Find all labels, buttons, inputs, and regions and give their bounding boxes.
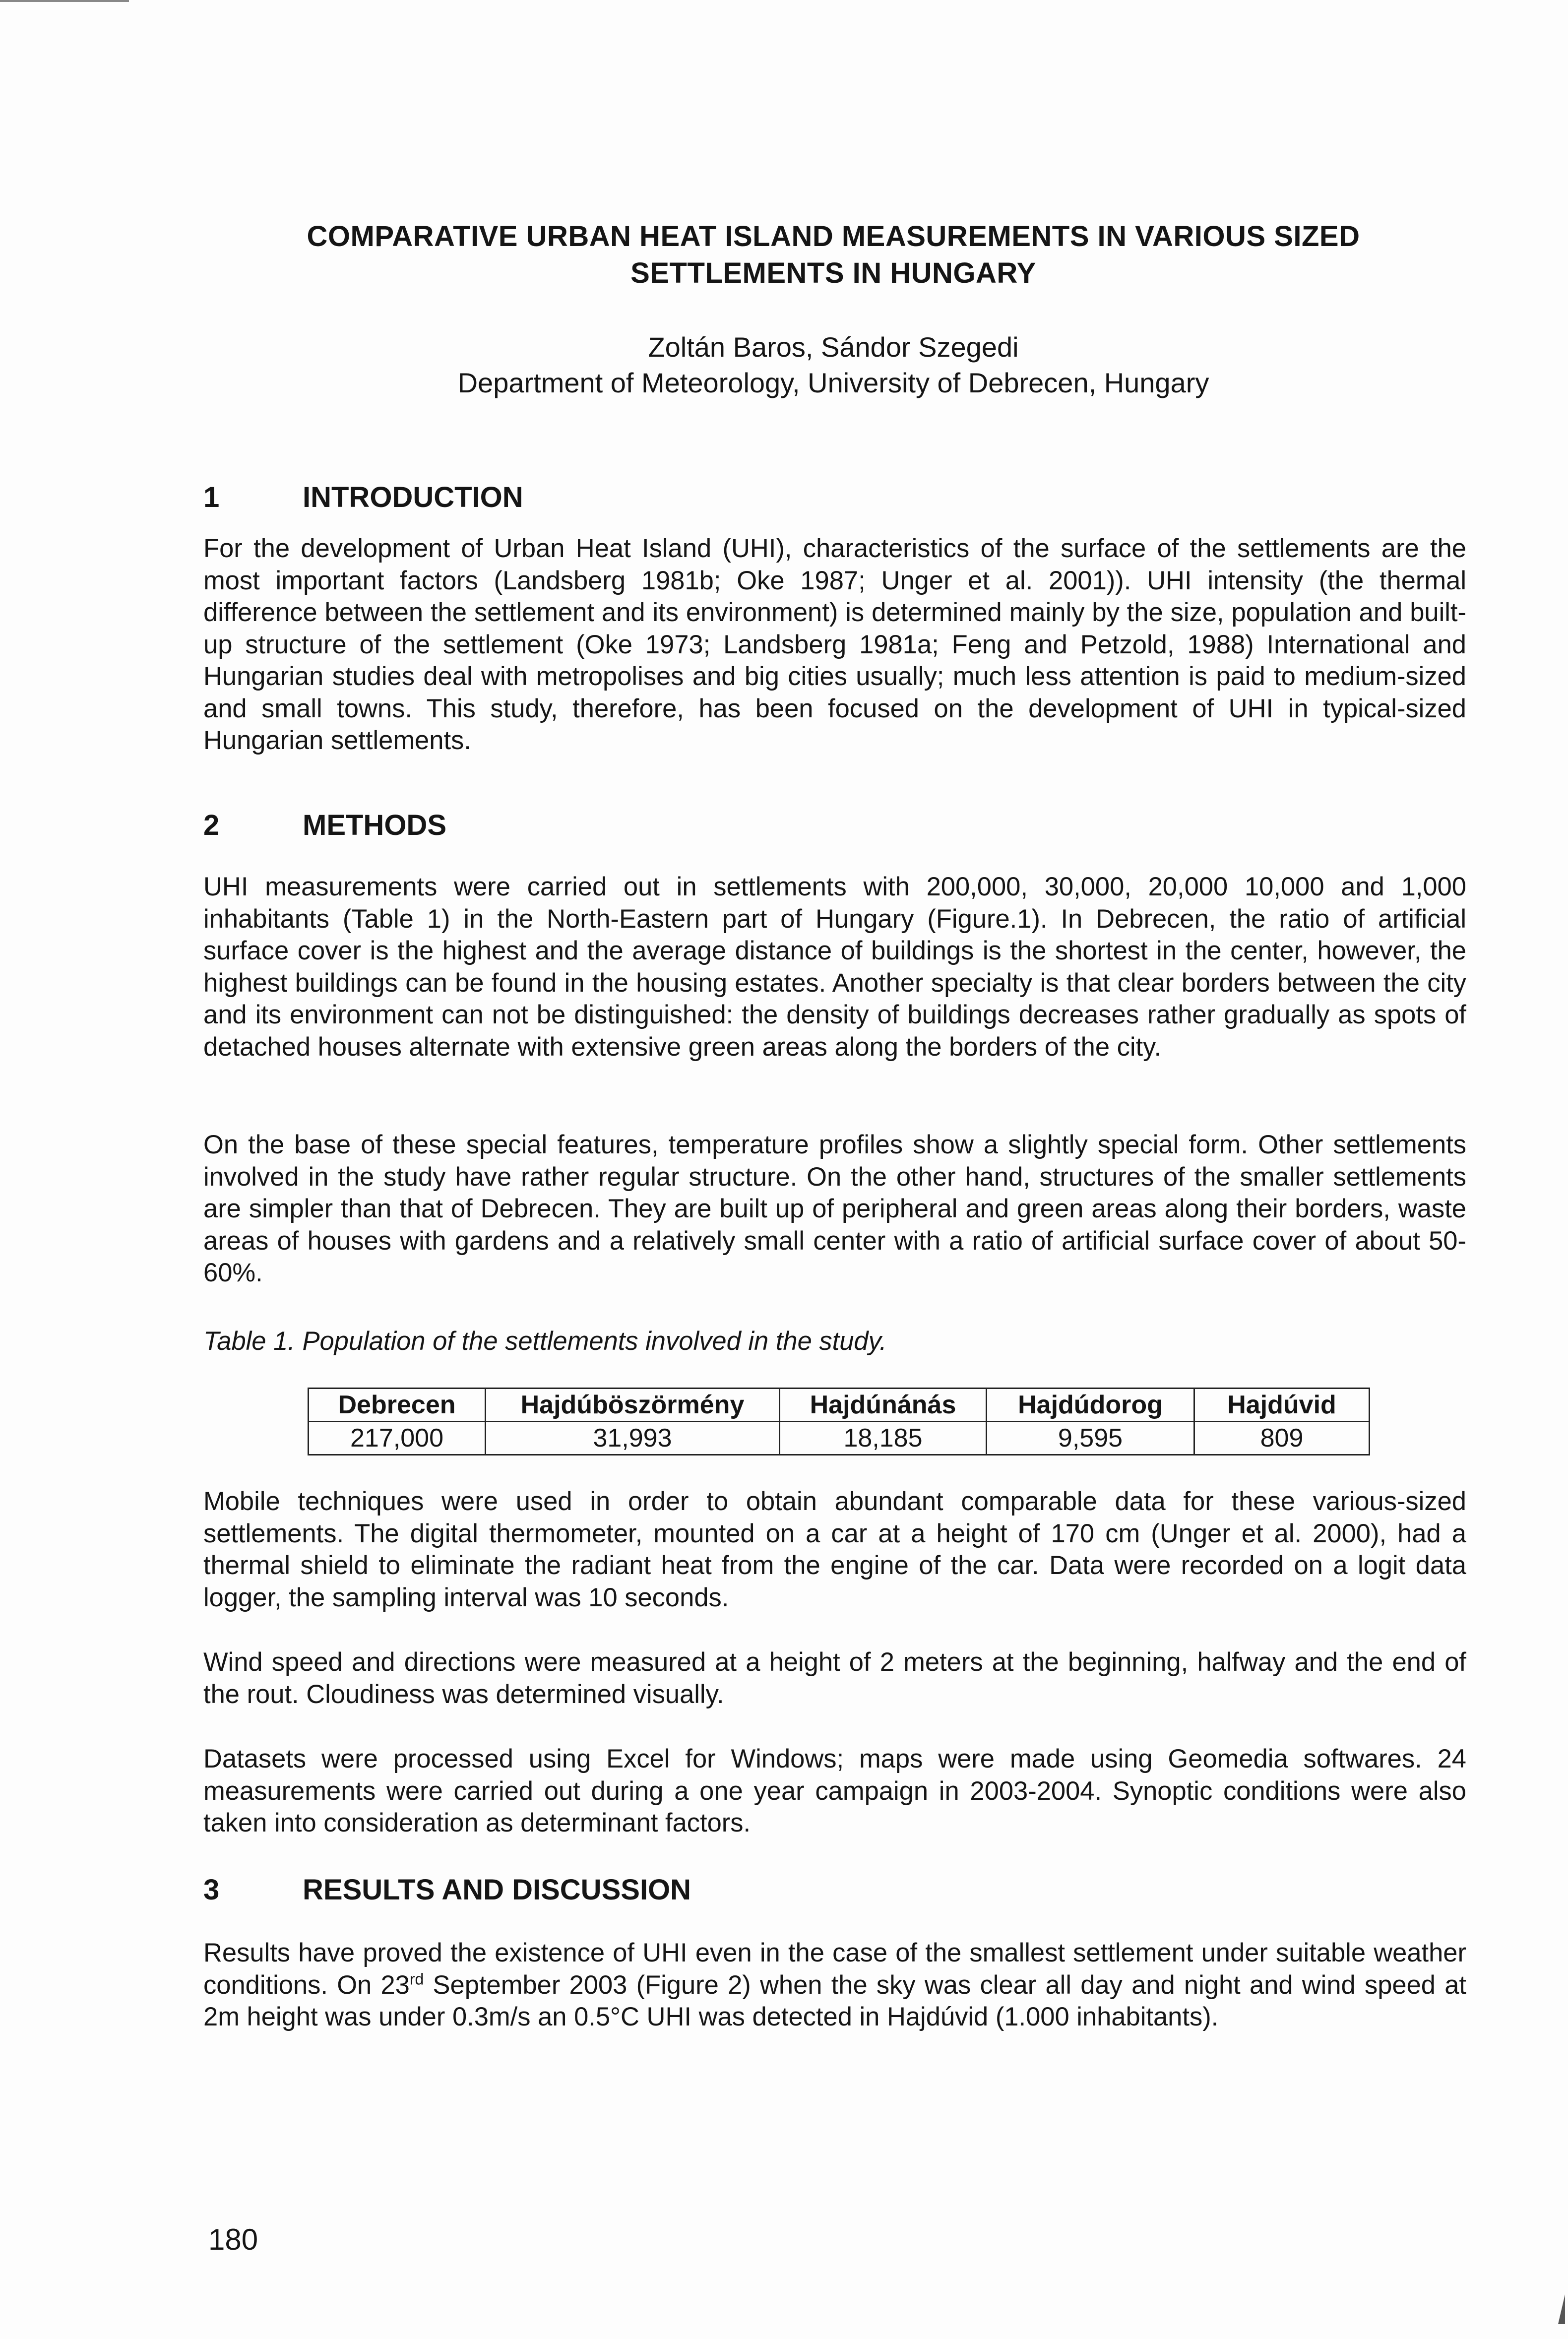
results-paragraph: [203, 1937, 1466, 2033]
table-cell: 18,185: [780, 1422, 987, 1455]
table-header-cell: Hajdúdorog: [987, 1389, 1194, 1422]
methods-paragraph-4: Wind speed and directions were measured at a height of 2 meters at the beginning, halfway and the end of the rout. Cloudiness was determined visually.: [203, 1647, 1466, 1709]
scan-edge-mark: [0, 0, 129, 7]
table-cell: 809: [1194, 1422, 1370, 1455]
table-cell: 217,000: [309, 1422, 486, 1455]
paper-title-line-1: COMPARATIVE URBAN HEAT ISLAND MEASUREMENTS IN VARIOUS SIZED: [307, 220, 1360, 253]
table-header-cell: Hajdúböszörmény: [486, 1389, 780, 1422]
author-names: Zoltán Baros, Sándor Szegedi: [648, 331, 1019, 363]
section-title: INTRODUCTION: [303, 481, 523, 513]
population-table: [308, 1388, 1370, 1455]
table-header-cell: Hajdúvid: [1194, 1389, 1370, 1422]
section-title: METHODS: [303, 809, 446, 841]
methods-paragraph-3: Mobile techniques were used in order to obtain abundant comparable data for these various-sized settlements. The digital thermometer, mounted on a car at a height of 170 cm (Unger et al. 2000), had a thermal shield to eliminate the radiant heat from the engine of the car. Data were recorded on a logit data logger, the sampling interval was 10 seconds.: [203, 1487, 1466, 1612]
author-block: [149, 329, 1518, 401]
section-heading-introduction: [203, 480, 523, 515]
section-number: 3: [203, 1874, 220, 1906]
table-cell: 31,993: [486, 1422, 780, 1455]
table-row: [309, 1422, 1370, 1455]
section-title: RESULTS AND DISCUSSION: [303, 1874, 691, 1906]
section-heading-results: [203, 1873, 691, 1907]
paper-title-line-2: SETTLEMENTS IN HUNGARY: [630, 257, 1036, 289]
methods-paragraph-5: Datasets were processed using Excel for Windows; maps were made using Geomedia softwares. 24 measurements were carried out during a one year campaign in 2003-2004. Synoptic conditions were also taken into consideration as determinant factors.: [203, 1744, 1466, 1837]
author-affiliation: Department of Meteorology, University of Debrecen, Hungary: [457, 367, 1209, 398]
methods-paragraph-1: UHI measurements were carried out in settlements with 200,000, 30,000, 20,000 10,000 and 1,000 inhabitants (Table 1) in the North-Eastern part of Hungary (Figure.1). In Debrecen, the ratio of artificial surface cover is the highest and the average distance of buildings is the shortest in the center, however, the highest buildings can be found in the housing estates. Another specialty is that clear borders between the city and its environment can not be distinguished: the density of buildings decreases rather gradually as spots of detached houses alternate with extensive green areas along the borders of the city.: [203, 872, 1466, 1062]
methods-paragraph-2: On the base of these special features, temperature profiles show a slightly special form. Other settlements involved in the study have rather regular structure. On the other hand, structures of the smaller settlements are simpler than that of Debrecen. They are built up of peripheral and green areas along their borders, waste areas of houses with gardens and a relatively small center with a ratio of artificial surface cover of about 50-60%.: [203, 1130, 1466, 1287]
table-header-row: [309, 1389, 1370, 1422]
page-number: 180: [208, 2223, 258, 2256]
table-header-cell: Debrecen: [309, 1389, 486, 1422]
section-heading-methods: [203, 808, 446, 843]
section-number: 2: [203, 809, 220, 841]
table-cell: 9,595: [987, 1422, 1194, 1455]
section-number: 1: [203, 481, 220, 513]
scan-corner-mark: [1558, 2294, 1565, 2324]
paper-title: [149, 218, 1518, 292]
table-caption: Table 1. Population of the settlements involved in the study.: [203, 1327, 887, 1356]
results-text-end: September 2003 (Figure 2) when the sky was clear all day and night and wind speed at 2m height was under 0.3m/s an 0.5°C UHI was detected in Hajdúvid (1.000 inhabitants).: [203, 1970, 1466, 2031]
table-header-cell: Hajdúnánás: [780, 1389, 987, 1422]
introduction-paragraph: For the development of Urban Heat Island (UHI), characteristics of the surface of the settlements are the most important factors (Landsberg 1981b; Oke 1987; Unger et al. 2001)). UHI intensity (the thermal difference between the settlement and its environment) is determined mainly by the size, population and built-up structure of the settlement (Oke 1973; Landsberg 1981a; Feng and Petzold, 1988) International and Hungarian studies deal with metropolises and big cities usually; much less attention is paid to medium-sized and small towns. This study, therefore, has been focused on the development of UHI in typical-sized Hungarian settlements.: [203, 534, 1466, 755]
ordinal-superscript: rd: [409, 1970, 424, 1988]
results-text-start: Results have proved the existence of UHI even in the case of the smallest settlement under suitable weather conditions. On 23: [203, 1938, 1466, 2000]
